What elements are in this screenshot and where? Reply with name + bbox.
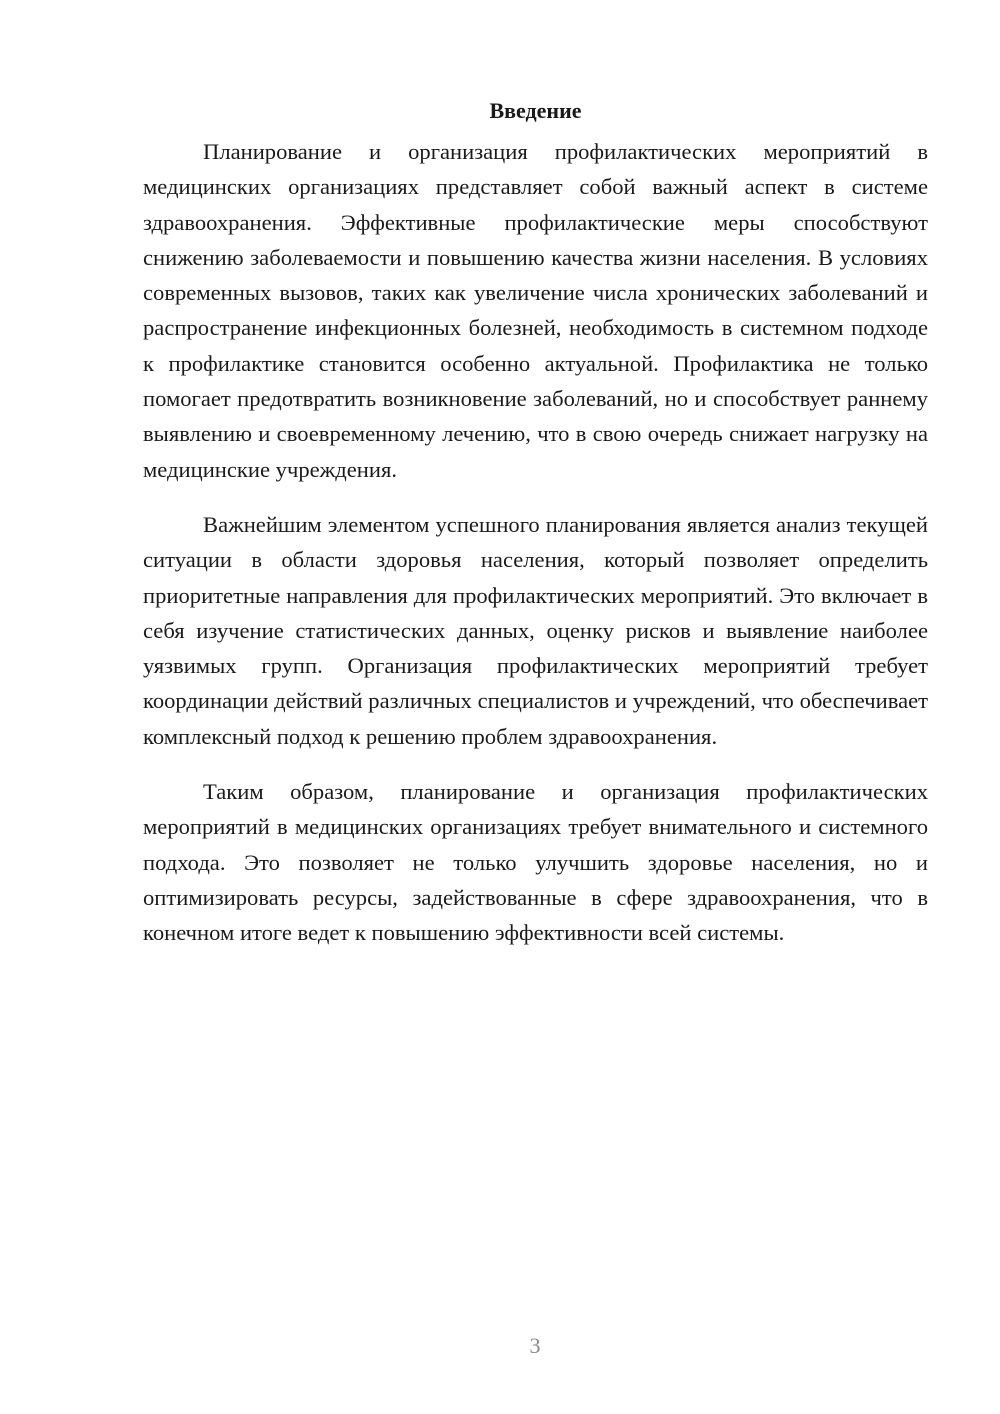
page-content (143, 96, 928, 971)
paragraph-2: Важнейшим элементом успешного планирования является анализ текущей ситуации в области здоровья населения, который позволяет определить приоритетные направления для профилактических мероприятий. Это включает в себя изучение статистических данных, оценку рисков и выявление наиболее уязвимых групп. Организация профилактических мероприятий требует координации действий различных специалистов и учреждений, что обеспечивает комплексный подход к решению проблем здравоохранения. (143, 511, 928, 749)
paragraph-3: Таким образом, планирование и организация профилактических мероприятий в медицинских организациях требует внимательного и системного подхода. Это позволяет не только улучшить здоровье населения, но и оптимизировать ресурсы, задействованные в сфере здравоохранения, что в конечном итоге ведет к повышению эффективности всей системы. (143, 779, 928, 946)
page-number: 3 (529, 1333, 541, 1358)
paragraph-1: Планирование и организация профилактических мероприятий в медицинских организациях представляет собой важный аспект в системе здравоохранения. Эффективные профилактические меры способствуют снижению заболеваемости и повышению качества жизни населения. В условиях современных вызовов, таких как увеличение числа хронических заболеваний и распространение инфекционных болезней, необходимость в системном подходе к профилактике становится особенно актуальной. Профилактика не только помогает предотвратить возникновение заболеваний, но и способствует раннему выявлению и своевременному лечению, что в свою очередь снижает нагрузку на медицинские учреждения. (143, 139, 928, 482)
section-title: Введение (489, 98, 582, 123)
